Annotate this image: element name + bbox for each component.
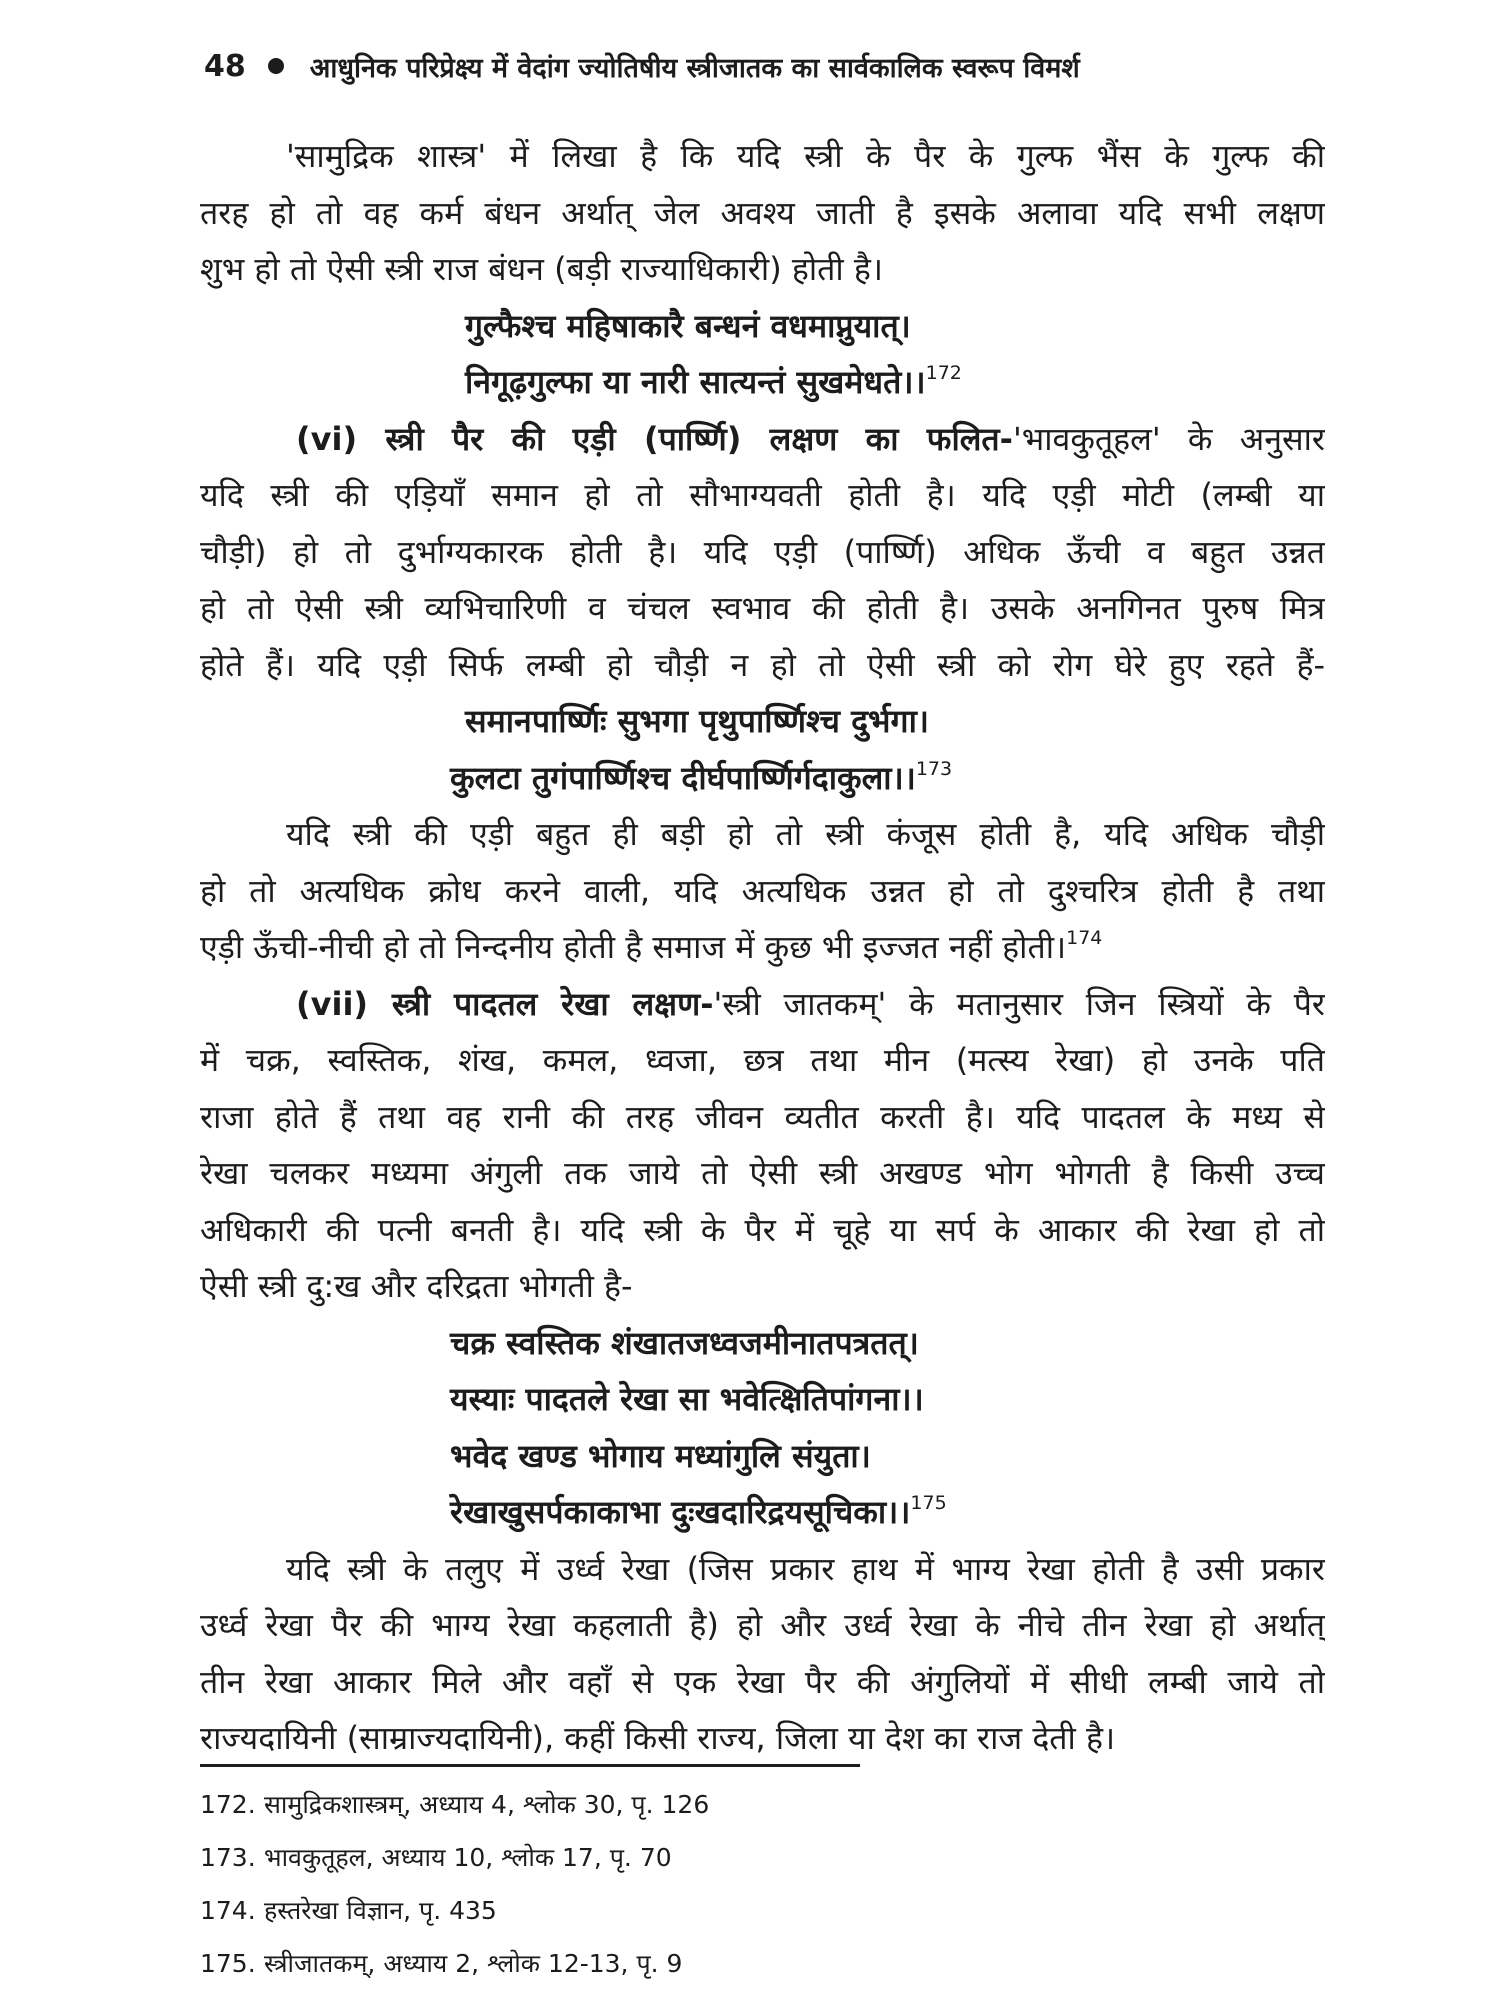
verse-text: कुलटा तुगंपार्ष्णिश्च दीर्घपार्ष्णिर्गदाकुला।। (450, 758, 916, 797)
verse-text: रेखाखुसर्पकाकाभा दुःखदारिद्रयसूचिका।। (450, 1493, 911, 1531)
verse-text: भवेद खण्ड भोगाय मध्यांगुलि संयुता। (450, 1436, 871, 1475)
verse-line (200, 298, 1325, 355)
verse-line (200, 1371, 1325, 1428)
paragraph-line: हो तो ऐसी स्त्री व्यभिचारिणी व चंचल स्वभाव की होती है। उसके अनगिनत पुरुष मित्र (200, 589, 1325, 627)
verse-line (200, 354, 1325, 411)
paragraph-line: यदि स्त्री की एड़ियाँ समान हो तो सौभाग्यवती होती है। यदि एड़ी मोटी (लम्बी या (200, 476, 1325, 514)
page-body (200, 128, 1325, 1767)
paragraph-line: शुभ हो तो ऐसी स्त्री राज बंधन (बड़ी राज्याधिकारी) होती है। (200, 250, 883, 288)
footnote-number: 173. (200, 1843, 256, 1872)
verse-text: समानपार्ष्णिः सुभगा पृथुपार्ष्णिश्च दुर्भगा। (465, 702, 929, 740)
footnotes (200, 1778, 1200, 1990)
section-text: 'स्त्री जातकम्' के मतानुसार जिन स्त्रियों के पैर (713, 984, 1325, 1023)
paragraph-text: एड़ी ऊँची-नीची हो तो निन्दनीय होती है समाज में कुछ भी इज्जत नहीं होती। (200, 928, 1067, 966)
footnote-text: स्त्रीजातकम्, अध्याय 2, श्लोक 12-13, पृ. 9 (264, 1949, 683, 1978)
footnote-item (200, 1937, 1200, 1990)
paragraph-line: ऐसी स्त्री दु:ख और दरिद्रता भोगती है- (200, 1267, 633, 1305)
footnote-item (200, 1831, 1200, 1884)
verse-text: निगूढ़गुल्फा या नारी सात्यन्तं सुखमेधते।। (465, 363, 926, 401)
footnote-number: 174. (200, 1896, 256, 1925)
paragraph-line: उर्ध्व रेखा पैर की भाग्य रेखा कहलाती है) हो और उर्ध्व रेखा के नीचे तीन रेखा हो अर्थात् (200, 1606, 1325, 1644)
verse-text: गुल्फैश्च महिषाकारै बन्धनं वधमाप्नुयात्। (465, 306, 911, 345)
section-heading: (vii) स्त्री पादतल रेखा लक्षण- (296, 984, 714, 1023)
footnote-ref: 174 (1066, 927, 1103, 949)
book-title: आधुनिक परिप्रेक्ष्य में वेदांग ज्योतिषीय स्त्रीजातक का सार्वकालिक स्वरूप विमर्श (309, 52, 1080, 84)
footnote-text: हस्तरेखा विज्ञान, पृ. 435 (264, 1896, 497, 1925)
paragraph-line: हो तो अत्यधिक क्रोध करने वाली, यदि अत्यधिक उन्नत हो तो दुश्चरित्र होती है तथा (200, 871, 1325, 910)
footnote-text: सामुद्रिकशास्त्रम्, अध्याय 4, श्लोक 30, पृ. 126 (264, 1790, 710, 1819)
section-heading: (vi) स्त्री पैर की एड़ी (पार्ष्णि) लक्षण का फलित- (296, 419, 1013, 458)
paragraph-line: रेखा चलकर मध्यमा अंगुली तक जाये तो ऐसी स्त्री अखण्ड भोग भोगती है किसी उच्च (200, 1154, 1325, 1192)
section-text: 'भावकुतूहल' के अनुसार (1012, 419, 1325, 458)
paragraph-line: राजा होते हैं तथा वह रानी की तरह जीवन व्यतीत करती है। यदि पादतल के मध्य से (200, 1097, 1325, 1136)
paragraph-line: होते हैं। यदि एड़ी सिर्फ लम्बी हो चौड़ी न हो तो ऐसी स्त्री को रोग घेरे हुए रहते हैं- (200, 645, 1325, 684)
footnote-number: 175. (200, 1949, 256, 1978)
section-heading-line (200, 976, 1325, 1033)
paragraph-line: चौड़ी) हो तो दुर्भाग्यकारक होती है। यदि एड़ी (पार्ष्णि) अधिक ऊँची व बहुत उन्नत (200, 532, 1325, 571)
paragraph-line: तीन रेखा आकार मिले और वहाँ से एक रेखा पैर की अंगुलियों में सीधी लम्बी जाये तो (200, 1662, 1325, 1701)
paragraph-line: यदि स्त्री के तलुए में उर्ध्व रेखा (जिस प्रकार हाथ में भाग्य रेखा होती है उसी प्रकार (286, 1549, 1325, 1588)
footnote-number: 172. (200, 1790, 256, 1819)
verse-text: चक्र स्वस्तिक शंखातजध्वजमीनातपत्रतत्। (450, 1323, 919, 1362)
verse-line (200, 1315, 1325, 1372)
paragraph-line: यदि स्त्री की एड़ी बहुत ही बड़ी हो तो स्त्री कंजूस होती है, यदि अधिक चौड़ी (286, 815, 1325, 853)
footnote-ref: 173 (915, 757, 953, 780)
bullet-icon (268, 58, 284, 74)
verse-line (200, 1428, 1325, 1485)
footnote-ref: 175 (910, 1492, 947, 1514)
running-header (204, 38, 1324, 94)
footnote-item (200, 1884, 1200, 1937)
footnote-item (200, 1778, 1200, 1831)
paragraph-line: अधिकारी की पत्नी बनती है। यदि स्त्री के पैर में चूहे या सर्प के आकार की रेखा हो तो (200, 1210, 1325, 1249)
paragraph-line (200, 919, 1325, 976)
page-number: 48 (204, 48, 246, 84)
footnote-ref: 172 (925, 362, 962, 384)
verse-text: यस्याः पादतले रेखा सा भवेत्क्षितिपांगना।। (450, 1380, 924, 1418)
paragraph-line: राज्यदायिनी (साम्राज्यदायिनी), कहीं किसी राज्य, जिला या देश का राज देती है। (200, 1719, 1116, 1757)
paragraph-line: 'सामुद्रिक शास्त्र' में लिखा है कि यदि स्त्री के पैर के गुल्फ भैंस के गुल्फ की (286, 137, 1325, 175)
section-heading-line (200, 411, 1325, 468)
footnote-text: भावकुतूहल, अध्याय 10, श्लोक 17, पृ. 70 (264, 1843, 672, 1872)
paragraph-line: में चक्र, स्वस्तिक, शंख, कमल, ध्वजा, छत्र तथा मीन (मत्स्य रेखा) हो उनके पति (200, 1041, 1325, 1079)
verse-line (200, 1484, 1325, 1541)
footnote-divider (200, 1764, 860, 1767)
verse-line (200, 750, 1325, 807)
paragraph-line: तरह हो तो वह कर्म बंधन अर्थात् जेल अवश्य जाती है इसके अलावा यदि सभी लक्षण (200, 193, 1325, 232)
verse-line (200, 693, 1325, 750)
